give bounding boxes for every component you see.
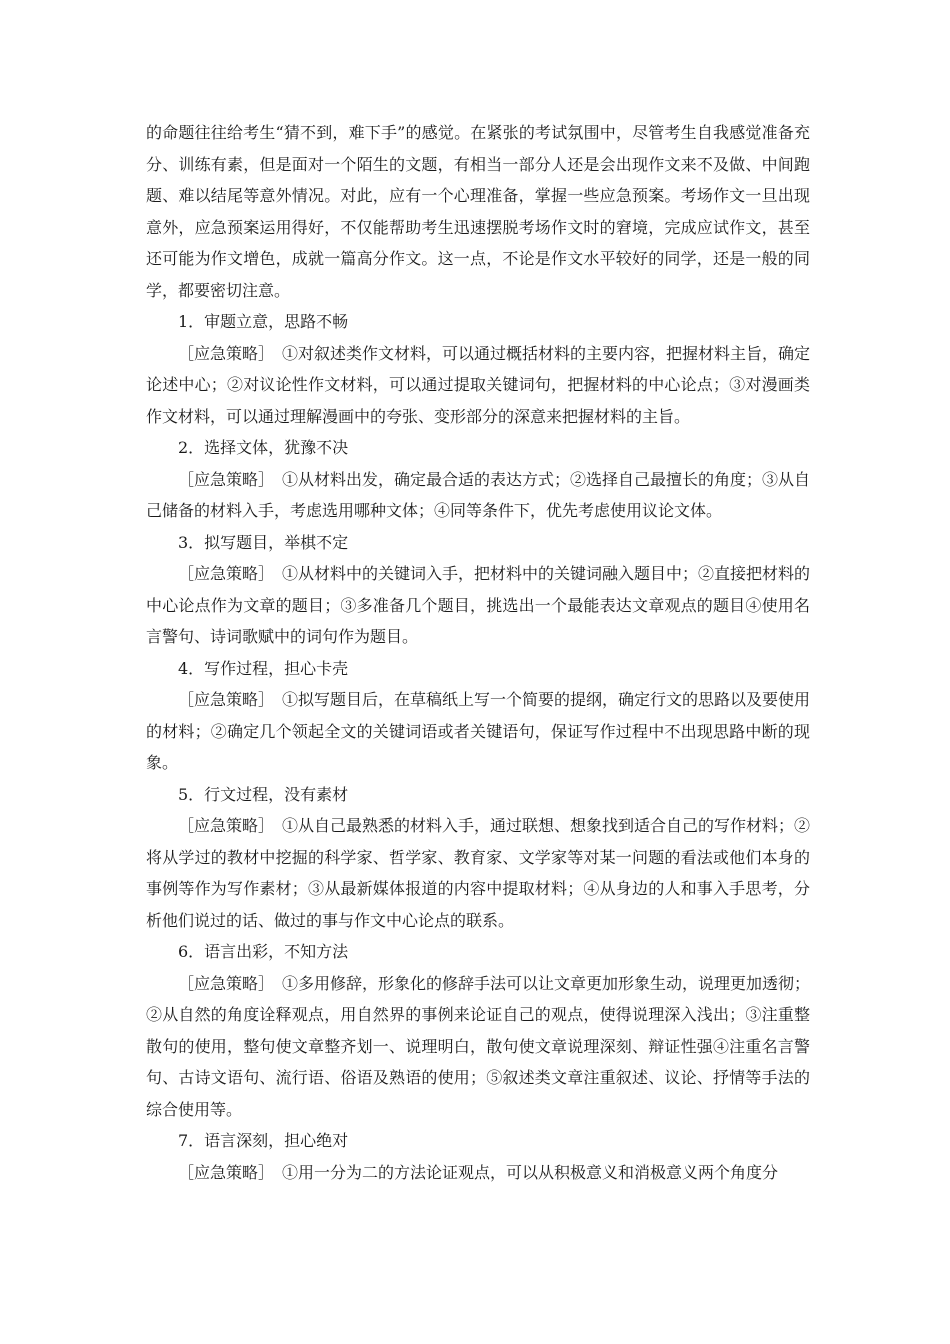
section-5-strategy: ［应急策略］ ①从自己最熟悉的材料入手，通过联想、想象找到适合自己的写作材料；②将从学过的教材中挖掘的科学家、哲学家、教育家、文学家等对某一问题的看法或他们本身的事例等作为写作素材；③从最新媒体报道的内容中提取材料；④从身边的人和事入手思考，分析他们说过的话、做过的事与作文中心论点的联系。 — [146, 816, 811, 930]
section-1-strategy: ［应急策略］ ①对叙述类作文材料，可以通过概括材料的主要内容，把握材料主旨，确定论述中心；②对议论性作文材料，可以通过提取关键词句，把握材料的中心论点；③对漫画类作文材料，可以通过理解漫画中的夸张、变形部分的深意来把握材料的主旨。 — [146, 343, 811, 426]
section-1-heading: 1．审题立意，思路不畅 — [178, 312, 349, 331]
section-6-strategy: ［应急策略］ ①多用修辞，形象化的修辞手法可以让文章更加形象生动，说理更加透彻；②从自然的角度诠释观点，用自然界的事例来论证自己的观点，使得说理深入浅出；③注重整散句的使用，整句使文章整齐划一、说理明白，散句使文章说理深刻、辩证性强④注重名言警句、古诗文语句、流行语、俗语及熟语的使用；⑤叙述类文章注重叙述、议论、抒情等手法的综合使用等。 — [146, 973, 811, 1119]
section-2-heading: 2．选择文体，犹豫不决 — [178, 438, 349, 457]
intro-paragraph: 的命题往往给考生“猜不到，难下手”的感觉。在紧张的考试氛围中，尽管考生自我感觉准备充分、训练有素，但是面对一个陌生的文题，有相当一部分人还是会出现作文来不及做、中间跑题、难以结尾等意外情况。对此，应有一个心理准备，掌握一些应急预案。考场作文一旦出现意外，应急预案运用得好，不仅能帮助考生迅速摆脱考场作文时的窘境，完成应试作文，甚至还可能为作文增色，成就一篇高分作文。这一点，不论是作文水平较好的同学，还是一般的同学，都要密切注意。 — [146, 123, 810, 300]
section-2-strategy: ［应急策略］ ①从材料出发，确定最合适的表达方式；②选择自己最擅长的角度；③从自己储备的材料入手，考虑选用哪种文体；④同等条件下，优先考虑使用议论文体。 — [146, 469, 811, 520]
section-7-strategy: ［应急策略］ ①用一分为二的方法论证观点，可以从积极意义和消极意义两个角度分 — [178, 1162, 779, 1182]
section-7-heading: 7．语言深刻，担心绝对 — [178, 1131, 349, 1150]
section-5-heading: 5．行文过程，没有素材 — [178, 784, 349, 804]
section-3-strategy: ［应急策略］ ①从材料中的关键词入手，把材料中的关键词融入题目中；②直接把材料的中心论点作为文章的题目；③多准备几个题目，挑选出一个最能表达文章观点的题目④使用名言警句、诗词歌赋中的词句作为题目。 — [146, 564, 811, 646]
section-4-strategy: ［应急策略］ ①拟写题目后，在草稿纸上写一个简要的提纲，确定行文的思路以及要使用的材料；②确定几个领起全文的关键词语或者关键语句，保证写作过程中不出现思路中断的现象。 — [146, 690, 811, 772]
document-page — [146, 117, 810, 1188]
section-6-heading: 6．语言出彩，不知方法 — [178, 942, 349, 961]
section-4-heading: 4．写作过程，担心卡壳 — [178, 658, 349, 678]
section-3-heading: 3．拟写题目，举棋不定 — [178, 532, 349, 552]
